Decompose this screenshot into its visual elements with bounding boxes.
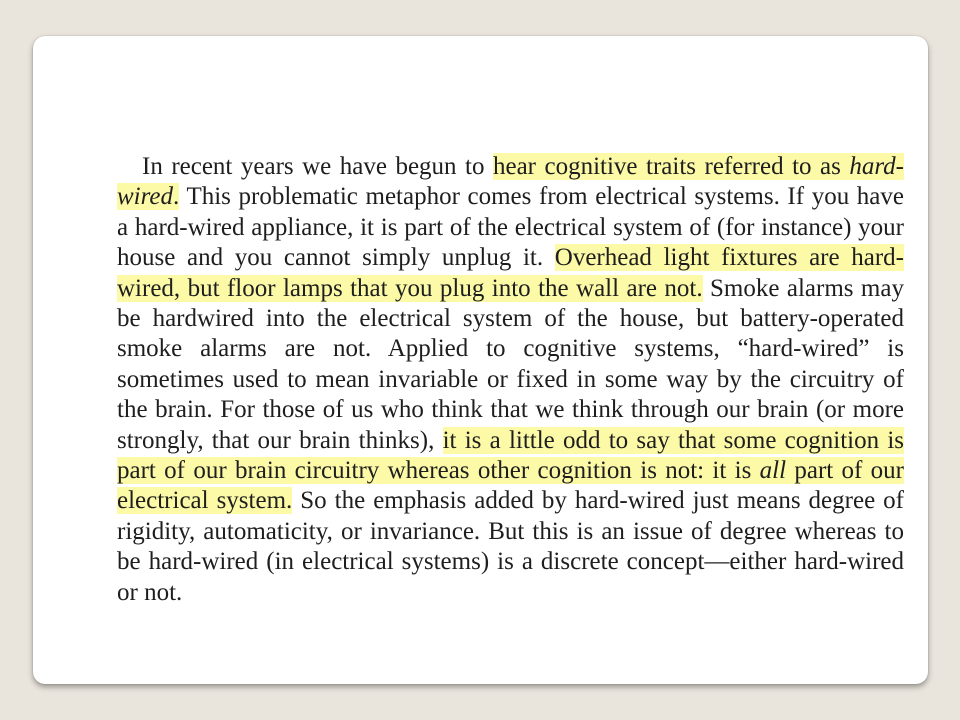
text-segment: Smoke alarms may be hardwired into the electrical system of the house, but battery-operated smoke alarms are not. Applied to cognitive systems, “hard-wired” is sometimes used to mean invariable or fixed in some way by the circuitry of the brain. For those of us who think that we think through our brain (or more strongly, that our brain thinks),: [117, 274, 904, 454]
text-segment: So the emphasis added by hard-wired just means degree of rigidity, automaticity, or invariance. But this is an issue of degree whereas to be hard-wired (in electrical systems) is a discrete concept—either hard-wired or not.: [117, 487, 904, 606]
highlighted-italic-text: hard-wired: [117, 153, 904, 211]
highlighted-italic-text: all: [759, 457, 787, 485]
text-segment: This problematic metaphor comes from electrical systems. If you have a hard-wired appliance, it is part of the electrical system of (for instance) your house and you cannot simply unplug it.: [117, 183, 904, 272]
highlighted-text: hear cognitive traits referred to as: [492, 153, 850, 180]
highlighted-text: part of our electrical system.: [117, 457, 904, 515]
body-paragraph: [117, 152, 904, 608]
highlighted-text: Overhead light fixtures are hard-wired, but floor lamps that you plug into the wall are not.: [117, 244, 904, 302]
text-segment: In recent years we have begun to: [142, 153, 493, 180]
highlighted-text: it is a little odd to say that some cognition is part of our brain circuitry whereas other cognition is not: it is: [117, 426, 904, 485]
document-card: [33, 36, 928, 684]
highlighted-text: .: [173, 183, 180, 211]
